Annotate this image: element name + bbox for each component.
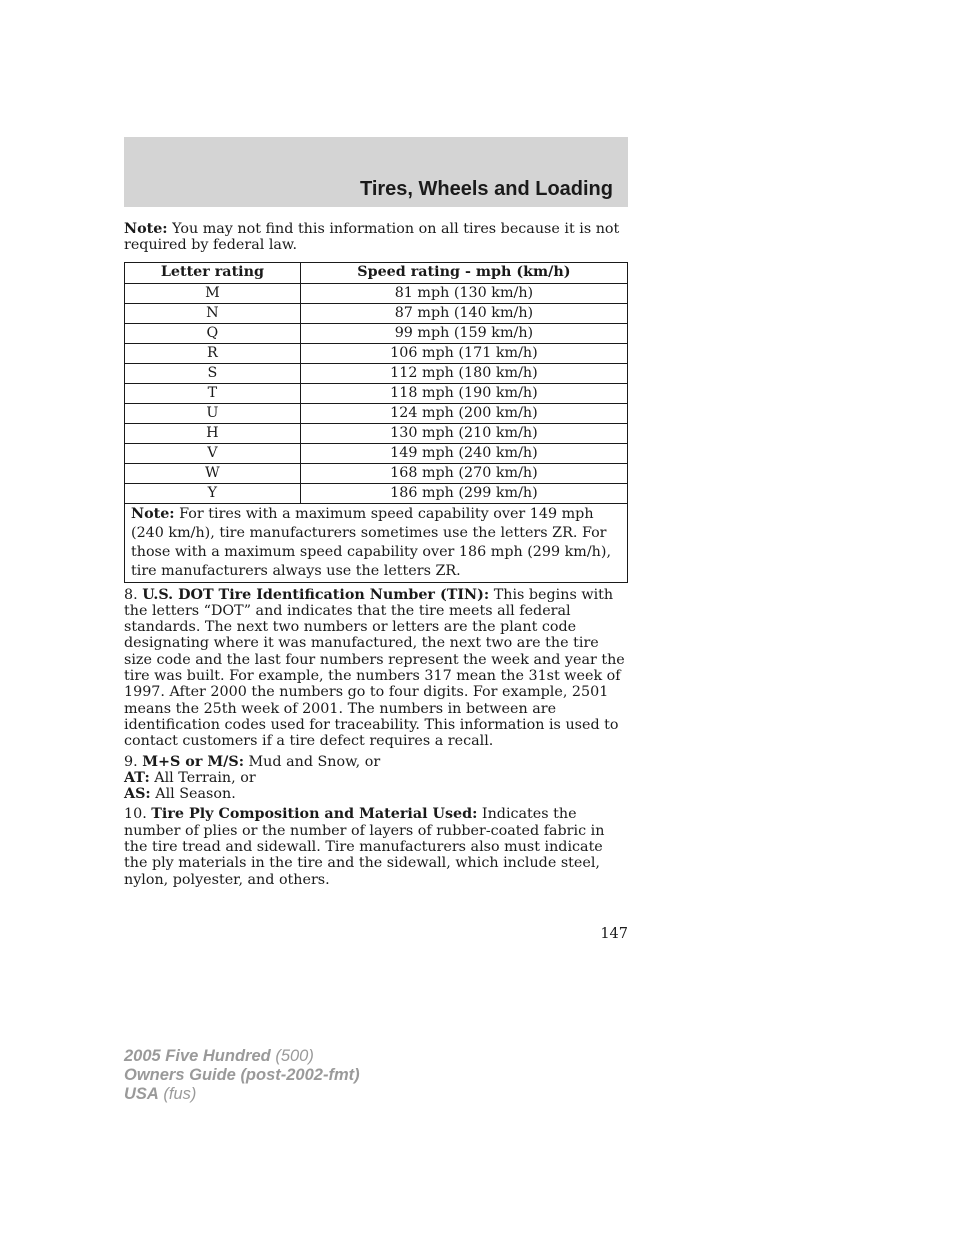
footer-market-code: (fus) [158,1085,197,1103]
item-9-ms-text: Mud and Snow, or [244,753,381,770]
footer-line-model [124,1047,360,1066]
table-row [125,463,628,483]
table-note [125,503,628,582]
table-row [125,323,628,343]
speed-cell: 130 mph (210 km/h) [300,423,627,443]
footer-market: USA [124,1085,159,1103]
letter-cell: N [125,303,301,323]
document-footer [124,1047,360,1104]
column-header-speed-rating: Speed rating - mph (km/h) [300,262,627,283]
table-row [125,303,628,323]
footer-line-guide [124,1066,360,1085]
item-10-number: 10. [124,806,152,823]
table-note-text: For tires with a maximum speed capability over 149 mph (240 km/h), tire manufacturers sometimes use the letters ZR. For those with a maximum speed capability over 186 mph (299 km/h), tire manufacturers always use the letters ZR. [131,505,612,579]
item-9-at-text: All Terrain, or [149,769,256,786]
letter-cell: M [125,283,301,303]
page-number: 147 [600,926,628,942]
speed-cell: 124 mph (200 km/h) [300,403,627,423]
speed-cell: 106 mph (171 km/h) [300,343,627,363]
note-top-label: Note: [124,221,168,237]
speed-cell: 168 mph (270 km/h) [300,463,627,483]
speed-cell: 87 mph (140 km/h) [300,303,627,323]
item-9-ms-label: M+S or M/S: [142,753,244,770]
note-top [124,221,628,254]
item-10-paragraph [124,806,628,887]
item-9-as-text: All Season. [150,786,236,803]
section-title: Tires, Wheels and Loading [359,178,613,200]
letter-cell: Q [125,323,301,343]
item-9-number: 9. [124,753,143,770]
item-10-text: Indicates the number of plies or the number of layers of rubber-coated fabric in the tire tread and sidewall. Tire manufacturers also must indicate the ply materials in the tire and the sidewall, which include steel, nylon, polyester, and others. [124,806,605,888]
footer-line-market [124,1085,360,1104]
footer-guide: Owners Guide (post-2002-fmt) [124,1066,360,1084]
table-row [125,403,628,423]
item-8-number: 8. [124,586,143,603]
table-note-row [125,503,628,582]
table-row [125,363,628,383]
speed-cell: 112 mph (180 km/h) [300,363,627,383]
table-row [125,423,628,443]
letter-cell: U [125,403,301,423]
item-9-as-label: AS: [124,786,151,803]
speed-cell: 149 mph (240 km/h) [300,443,627,463]
speed-cell: 186 mph (299 km/h) [300,483,627,503]
table-row [125,383,628,403]
speed-cell: 99 mph (159 km/h) [300,323,627,343]
item-8-label: U.S. DOT Tire Identification Number (TIN): [142,586,490,603]
letter-cell: W [125,463,301,483]
letter-cell: H [125,423,301,443]
item-9-paragraph [124,754,628,803]
table-row [125,443,628,463]
letter-cell: R [125,343,301,363]
speed-cell: 118 mph (190 km/h) [300,383,627,403]
item-10-label: Tire Ply Composition and Material Used: [151,806,478,823]
table-header-row [125,262,628,283]
table-row [125,283,628,303]
note-top-text: You may not find this information on all tires because it is not required by federal law. [124,221,620,254]
column-header-letter-rating: Letter rating [125,262,301,283]
page-content [124,221,628,888]
speed-cell: 81 mph (130 km/h) [300,283,627,303]
item-9-at-label: AT: [124,769,150,786]
letter-cell: V [125,443,301,463]
speed-rating-table [124,262,628,583]
letter-cell: Y [125,483,301,503]
letter-cell: T [125,383,301,403]
letter-cell: S [125,363,301,383]
table-row [125,343,628,363]
item-8-text: This begins with the letters “DOT” and indicates that the tire meets all federal standards. The next two numbers or letters are the plant code designating where it was manufactured, the next two are the tire size code and the last four numbers represent the week and year the tire was built. For example, the numbers 317 mean the 31st week of 1997. After 2000 the numbers go to four digits. For example, 2501 means the 25th week of 2001. The numbers in between are identification codes used for traceability. This information is used to contact customers if a tire defect requires a recall. [124,586,625,750]
item-8-paragraph [124,587,628,750]
table-note-label: Note: [131,505,175,522]
table-row [125,483,628,503]
footer-model-code: (500) [270,1047,314,1065]
footer-model: 2005 Five Hundred [124,1047,271,1065]
section-header-band [124,137,628,207]
